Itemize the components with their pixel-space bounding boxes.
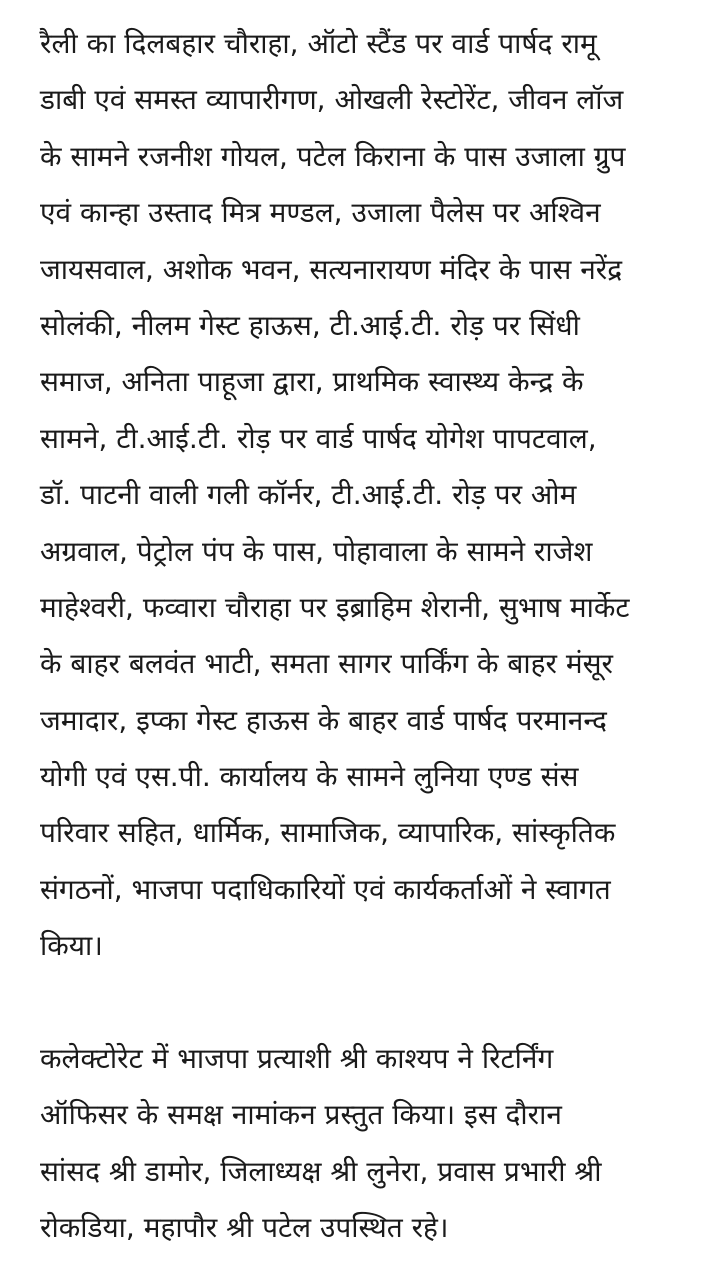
text-line: अग्रवाल, पेट्रोल पंप के पास, पोहावाला के सामने राजेश <box>40 534 593 568</box>
paragraph-spacer <box>40 975 680 1031</box>
text-line: सोलंकी, नीलम गेस्ट हाऊस, टी.आई.टी. रोड़ पर सिंधी <box>40 308 580 342</box>
text-line: एवं कान्हा उस्ताद मित्र मण्डल, उजाला पैलेस पर अश्विन <box>40 196 601 230</box>
text-line: योगी एवं एस.पी. कार्यालय के सामने लुनिया एण्ड संस <box>40 760 579 794</box>
text-line: समाज, अनिता पाहूजा द्वारा, प्राथमिक स्वास्थ्य केन्द्र के <box>40 365 584 399</box>
text-line: के बाहर बलवंत भाटी, समता सागर पार्किंग के बाहर मंसूर <box>40 647 614 681</box>
text-line: सांसद श्री डामोर, जिलाध्यक्ष श्री लुनेरा, प्रवास प्रभारी श्री <box>40 1154 602 1188</box>
text-line: ऑफिसर के समक्ष नामांकन प्रस्तुत किया। इस दौरान <box>40 1098 562 1132</box>
text-line: डॉ. पाटनी वाली गली कॉर्नर, टी.आई.टी. रोड़ पर ओम <box>40 478 577 512</box>
paragraph-nomination <box>40 1031 680 1257</box>
text-line: माहेश्वरी, फव्वारा चौराहा पर इब्राहिम शेरानी, सुभाष मार्केट <box>40 590 630 624</box>
text-line: के सामने रजनीश गोयल, पटेल किराना के पास उजाला ग्रुप <box>40 139 626 173</box>
text-line: रैली का दिलबहार चौराहा, ऑटो स्टैंड पर वार्ड पार्षद रामू <box>40 27 597 60</box>
text-line: किया। <box>40 929 103 963</box>
text-line: सामने, टी.आई.टी. रोड़ पर वार्ड पार्षद योगेश पापटवाल, <box>40 421 597 455</box>
text-line: रोकडिया, महापौर श्री पटेल उपस्थित रहे। <box>40 1211 449 1245</box>
text-line: डाबी एवं समस्त व्यापारीगण, ओखली रेस्टोरेंट, जीवन लॉज <box>40 83 624 117</box>
text-line: जमादार, इप्का गेस्ट हाऊस के बाहर वार्ड पार्षद परमानन्द <box>40 703 607 737</box>
text-line: कलेक्टोरेट में भाजपा प्रत्याशी श्री काश्यप ने रिटर्निंग <box>40 1042 554 1076</box>
paragraph-welcome-list <box>40 16 680 975</box>
text-line: जायसवाल, अशोक भवन, सत्यनारायण मंदिर के पास नरेंद्र <box>40 252 623 286</box>
text-line: परिवार सहित, धार्मिक, सामाजिक, व्यापारिक, सांस्कृतिक <box>40 816 616 850</box>
text-line: संगठनों, भाजपा पदाधिकारियों एवं कार्यकर्ताओं ने स्वागत <box>40 872 611 906</box>
article-body <box>40 16 680 1257</box>
